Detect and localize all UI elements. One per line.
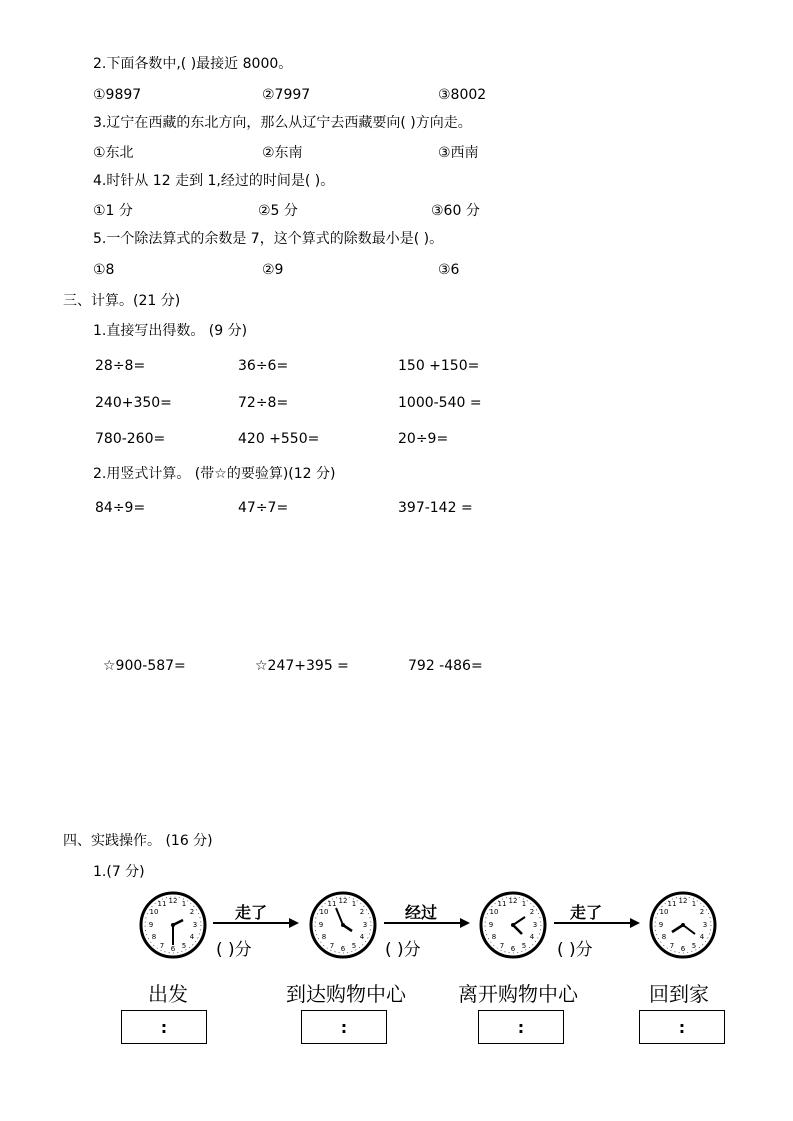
question-4-option-3: ③60 分 xyxy=(431,203,480,219)
svg-text:3: 3 xyxy=(192,921,198,929)
calc-item: 1000-540 = xyxy=(398,395,482,411)
stage-label: 离开购物中心 xyxy=(458,982,578,1006)
section-3-sub-1: 1.直接写出得数。 (9 分) xyxy=(93,323,248,339)
question-3-option-3: ③西南 xyxy=(438,145,479,161)
svg-text:10: 10 xyxy=(149,908,159,916)
question-5-option-2: ②9 xyxy=(262,262,284,278)
svg-text:10: 10 xyxy=(319,908,329,916)
question-4-option-1: ①1 分 xyxy=(93,203,133,219)
vertical-calc-item: 84÷9= xyxy=(95,500,146,516)
svg-text:3: 3 xyxy=(702,921,708,929)
question-3-stem: 3.辽宁在西藏的东北方向，那么从辽宁去西藏要向( )方向走。 xyxy=(93,115,472,131)
svg-text:9: 9 xyxy=(488,921,494,929)
minutes-blank: ( )分 xyxy=(385,940,421,960)
svg-text:1: 1 xyxy=(691,900,697,908)
svg-text:4: 4 xyxy=(189,933,195,941)
svg-text:9: 9 xyxy=(318,921,324,929)
time-answer-box[interactable]: : xyxy=(478,1010,564,1044)
svg-text:6: 6 xyxy=(680,945,686,953)
question-2-option-2: ②7997 xyxy=(262,87,311,103)
time-answer-box[interactable]: : xyxy=(301,1010,387,1044)
question-4-stem: 4.时针从 12 走到 1,经过的时间是( )。 xyxy=(93,173,335,189)
svg-text:2: 2 xyxy=(529,908,535,916)
question-3-option-2: ②东南 xyxy=(262,145,303,161)
svg-text:4: 4 xyxy=(699,933,705,941)
clock-icon xyxy=(478,890,548,960)
svg-text:8: 8 xyxy=(491,933,497,941)
svg-text:10: 10 xyxy=(489,908,499,916)
vertical-calc-item: 47÷7= xyxy=(238,500,289,516)
svg-text:11: 11 xyxy=(497,900,507,908)
arrow-label: 经过 xyxy=(405,903,438,922)
section-3-title: 三、计算。(21 分) xyxy=(63,293,181,309)
right-arrow-icon xyxy=(554,917,640,929)
svg-text:1: 1 xyxy=(521,900,527,908)
calc-item: 28÷8= xyxy=(95,358,146,374)
question-5-option-1: ①8 xyxy=(93,262,115,278)
minutes-blank: ( )分 xyxy=(216,940,252,960)
svg-text:2: 2 xyxy=(189,908,195,916)
section-4-title: 四、实践操作。 (16 分) xyxy=(63,833,213,849)
clock-icon xyxy=(308,890,378,960)
clock-icon xyxy=(138,890,208,960)
svg-text:11: 11 xyxy=(327,900,337,908)
vertical-calc-item: ☆247+395 = xyxy=(255,658,349,674)
svg-text:8: 8 xyxy=(151,933,157,941)
question-2-option-3: ③8002 xyxy=(438,87,487,103)
time-answer-box[interactable]: : xyxy=(639,1010,725,1044)
calc-item: 780-260= xyxy=(95,431,166,447)
svg-text:3: 3 xyxy=(532,921,538,929)
svg-text:5: 5 xyxy=(691,942,697,950)
clock-icon xyxy=(648,890,718,960)
svg-text:7: 7 xyxy=(499,942,505,950)
svg-text:5: 5 xyxy=(521,942,527,950)
svg-text:6: 6 xyxy=(510,945,516,953)
svg-text:8: 8 xyxy=(321,933,327,941)
question-2-option-1: ①9897 xyxy=(93,87,142,103)
calc-item: 36÷6= xyxy=(238,358,289,374)
svg-text:1: 1 xyxy=(351,900,357,908)
calc-item: 240+350= xyxy=(95,395,172,411)
svg-text:12: 12 xyxy=(168,897,178,905)
svg-text:10: 10 xyxy=(659,908,669,916)
calc-item: 420 +550= xyxy=(238,431,320,447)
svg-text:7: 7 xyxy=(329,942,335,950)
svg-text:5: 5 xyxy=(351,942,357,950)
section-3-sub-2: 2.用竖式计算。 (带☆的要验算)(12 分) xyxy=(93,466,336,482)
svg-text:3: 3 xyxy=(362,921,368,929)
svg-text:8: 8 xyxy=(661,933,667,941)
svg-text:4: 4 xyxy=(529,933,535,941)
svg-text:7: 7 xyxy=(669,942,675,950)
arrow-label: 走了 xyxy=(570,903,603,922)
minutes-blank: ( )分 xyxy=(557,940,593,960)
question-3-option-1: ①东北 xyxy=(93,145,134,161)
calc-item: 72÷8= xyxy=(238,395,289,411)
vertical-calc-item: 792 -486= xyxy=(408,658,483,674)
section-4-sub-1: 1.(7 分) xyxy=(93,864,145,880)
svg-text:6: 6 xyxy=(340,945,346,953)
question-2-stem: 2.下面各数中,( )最接近 8000。 xyxy=(93,56,293,72)
time-answer-box[interactable]: : xyxy=(121,1010,207,1044)
svg-text:6: 6 xyxy=(170,945,176,953)
svg-text:12: 12 xyxy=(678,897,688,905)
svg-text:7: 7 xyxy=(159,942,165,950)
svg-text:9: 9 xyxy=(148,921,154,929)
question-4-option-2: ②5 分 xyxy=(258,203,298,219)
calc-item: 150 +150= xyxy=(398,358,480,374)
question-5-option-3: ③6 xyxy=(438,262,460,278)
vertical-calc-item: ☆900-587= xyxy=(103,658,186,674)
svg-text:12: 12 xyxy=(508,897,518,905)
right-arrow-icon xyxy=(213,917,299,929)
arrow-label: 走了 xyxy=(235,903,268,922)
stage-label: 到达购物中心 xyxy=(286,982,406,1006)
svg-text:11: 11 xyxy=(667,900,677,908)
svg-text:2: 2 xyxy=(359,908,365,916)
calc-item: 20÷9= xyxy=(398,431,449,447)
stage-label: 出发 xyxy=(148,982,188,1006)
stage-label: 回到家 xyxy=(649,982,709,1006)
vertical-calc-item: 397-142 = xyxy=(398,500,473,516)
svg-text:11: 11 xyxy=(157,900,167,908)
right-arrow-icon xyxy=(384,917,470,929)
svg-text:4: 4 xyxy=(359,933,365,941)
svg-text:5: 5 xyxy=(181,942,187,950)
svg-text:2: 2 xyxy=(699,908,705,916)
svg-text:12: 12 xyxy=(338,897,348,905)
svg-text:9: 9 xyxy=(658,921,664,929)
svg-text:1: 1 xyxy=(181,900,187,908)
question-5-stem: 5.一个除法算式的余数是 7，这个算式的除数最小是( )。 xyxy=(93,231,444,247)
